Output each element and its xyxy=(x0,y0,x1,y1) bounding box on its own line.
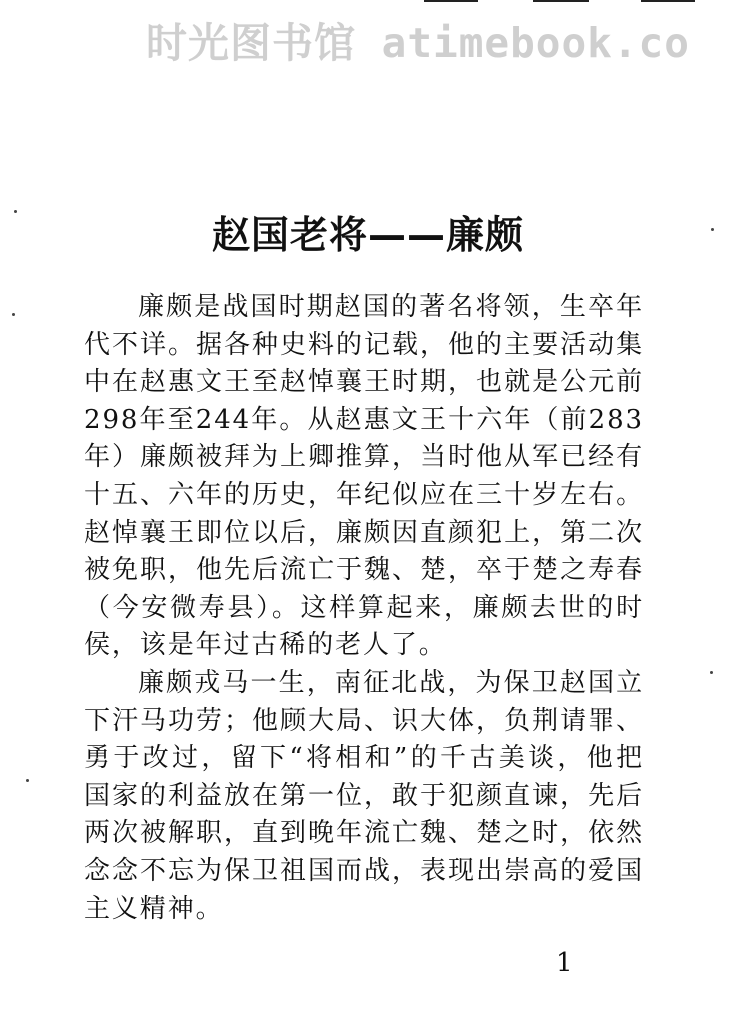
page-title: 赵国老将——廉颇 xyxy=(211,213,524,257)
scan-speck xyxy=(26,779,29,782)
watermark: 时光图书馆 atimebook.co xyxy=(146,19,690,67)
body-text xyxy=(84,289,644,928)
paragraph-2: 廉颇戎马一生，南征北战，为保卫赵国立下汗马功劳；他顾大局、识大体，负荆请罪、勇于改过，留下“将相和”的千古美谈，他把国家的利益放在第一位，敢于犯颜直谏，先后两次被解职，直到晚年流亡魏、楚之时，依然念念不忘为保卫祖国而战，表现出崇高的爱国主义精神。 xyxy=(84,667,644,924)
top-rule xyxy=(641,0,695,2)
scan-speck xyxy=(12,313,15,316)
page-number: 1 xyxy=(556,948,573,978)
top-rule xyxy=(533,0,589,2)
scan-speck xyxy=(710,671,713,674)
top-rule xyxy=(424,0,478,2)
paragraph-1: 廉颇是战国时期赵国的著名将领，生卒年代不详。据各种史料的记载，他的主要活动集中在赵惠文王至赵悼襄王时期，也就是公元前298年至244年。从赵惠文王十六年（前283年）廉颇被拜为上卿推算，当时他从军已经有十五、六年的历史，年纪似应在三十岁左右。赵悼襄王即位以后，廉颇因直颜犯上，第二次被免职，他先后流亡于魏、楚，卒于楚之寿春（今安微寿县）。这样算起来，廉颇去世的时侯，该是年过古稀的老人了。 xyxy=(84,292,644,661)
